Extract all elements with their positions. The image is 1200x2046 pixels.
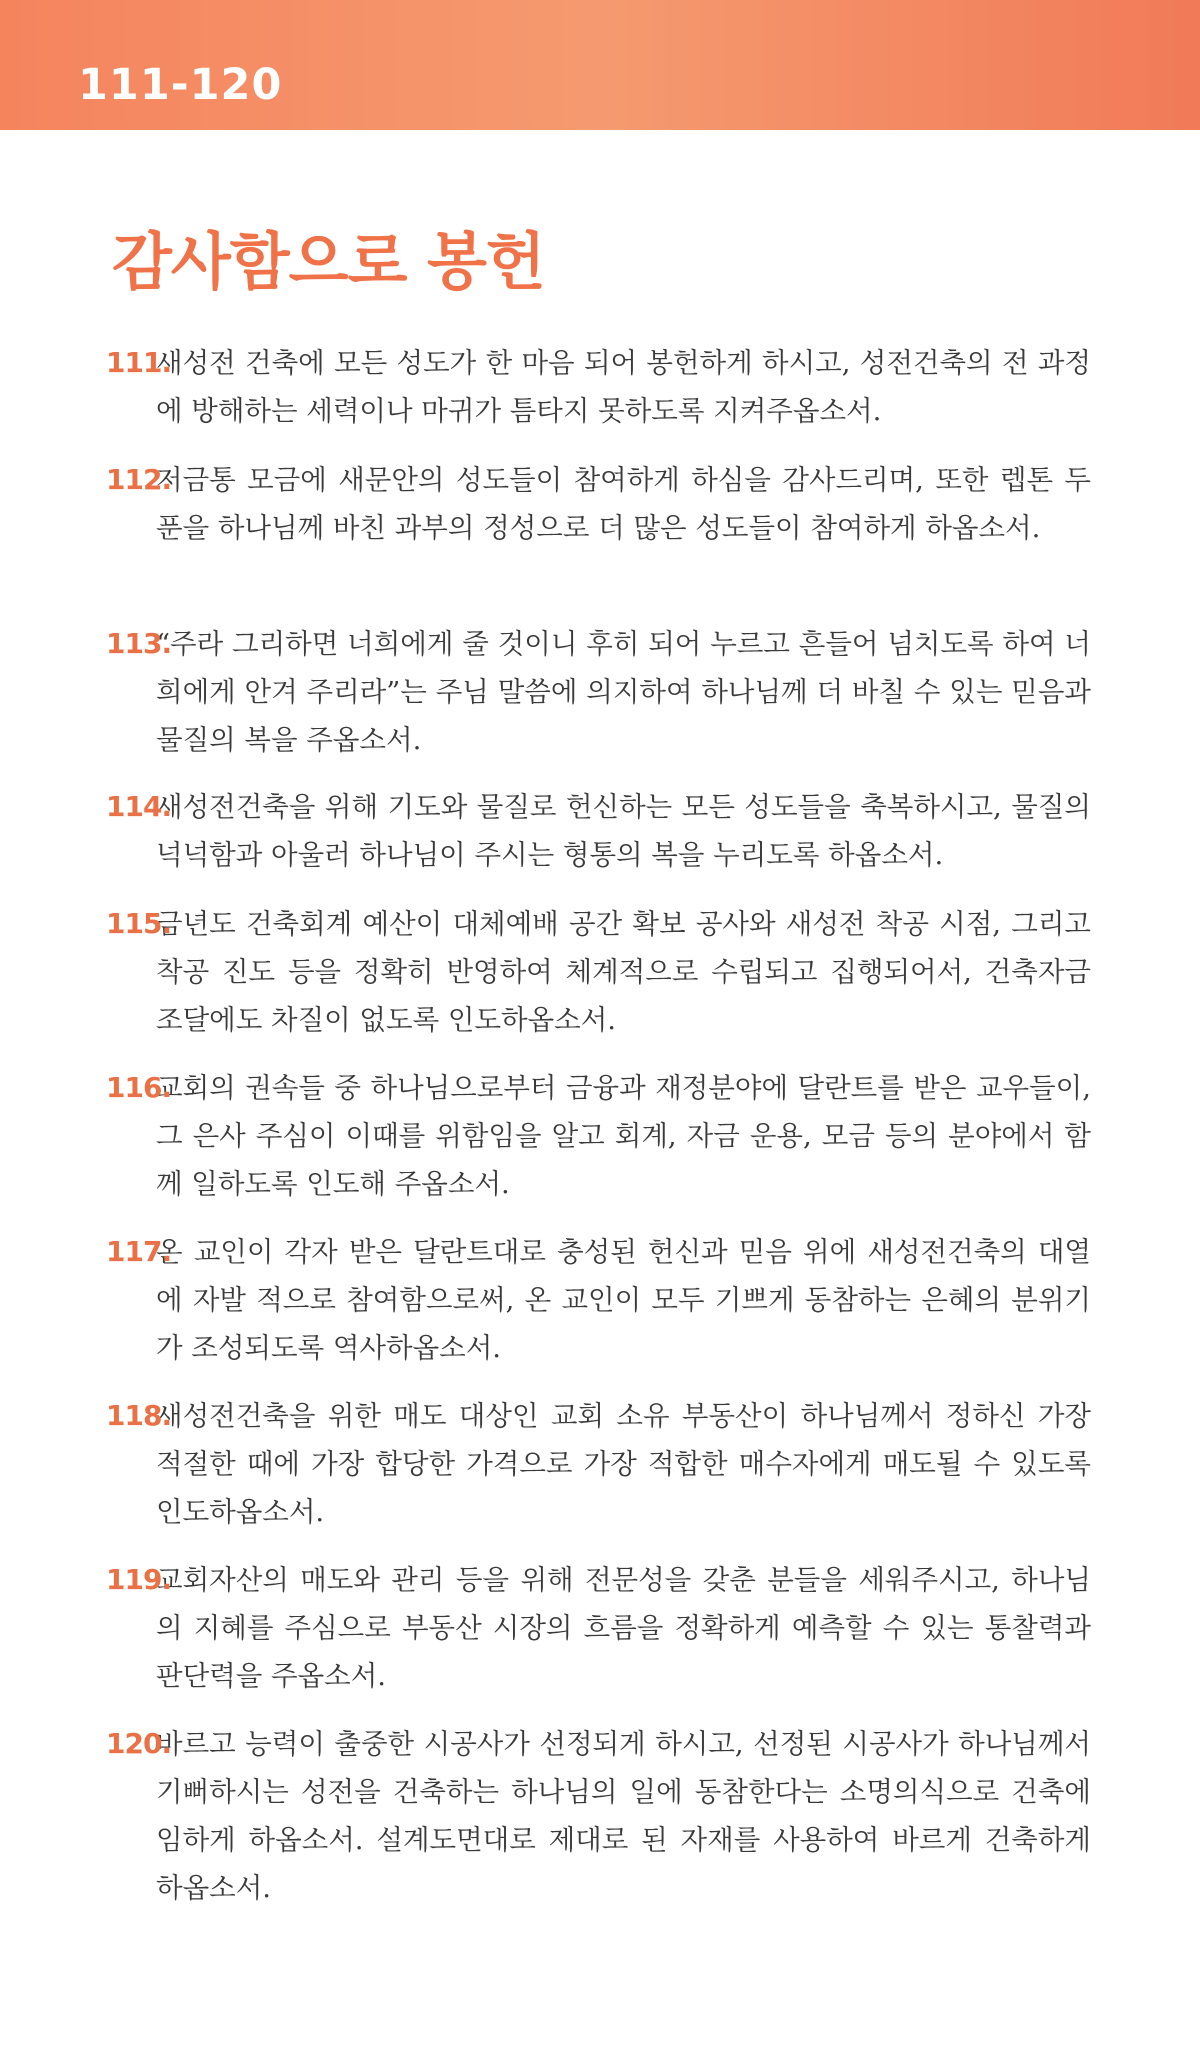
prayer-number: 111. xyxy=(106,346,172,379)
prayer-number: 118. xyxy=(106,1399,172,1432)
section-title: 감사함으로 봉헌 xyxy=(112,225,545,298)
prayer-text: 교회의 권속들 중 하나님으로부터 금융과 재정분야에 달란트를 받은 교우들이, 그 은사 주심이 이때를 위함임을 알고 회계, 자금 운용, 모금 등의 분야에서 함께 일하도록 인도해 주옵소서. xyxy=(156,1072,1091,1200)
prayer-number: 112. xyxy=(106,463,172,496)
prayer-range-label: 111-120 xyxy=(78,60,283,110)
prayer-text: 새성전건축을 위한 매도 대상인 교회 소유 부동산이 하나님께서 정하신 가장 적절한 때에 가장 합당한 가격으로 가장 적합한 매수자에게 매도될 수 있도록 인도하옵소서. xyxy=(156,1400,1091,1528)
prayer-text: 온 교인이 각자 받은 달란트대로 충성된 헌신과 믿음 위에 새성전건축의 대열에 자발 적으로 참여함으로써, 온 교인이 모두 기쁘게 동참하는 은혜의 분위기가 조성되도록 역사하옵소서. xyxy=(156,1236,1091,1364)
prayer-text: 저금통 모금에 새문안의 성도들이 참여하게 하심을 감사드리며, 또한 렙톤 두 푼을 하나님께 바친 과부의 정성으로 더 많은 성도들이 참여하게 하옵소서. xyxy=(156,464,1091,544)
prayer-text: 새성전건축을 위해 기도와 물질로 헌신하는 모든 성도들을 축복하시고, 물질의 넉넉함과 아울러 하나님이 주시는 형통의 복을 누리도록 하옵소서. xyxy=(156,791,1091,871)
prayer-number: 119. xyxy=(106,1563,172,1596)
prayer-text: 금년도 건축회계 예산이 대체예배 공간 확보 공사와 새성전 착공 시점, 그리고 착공 진도 등을 정확히 반영하여 체계적으로 수립되고 집행되어서, 건축자금 조달에도 차질이 없도록 인도하옵소서. xyxy=(156,908,1091,1036)
prayer-item-117 xyxy=(106,1228,1091,1372)
prayer-item-119 xyxy=(106,1556,1091,1700)
prayer-text: 바르고 능력이 출중한 시공사가 선정되게 하시고, 선정된 시공사가 하나님께서 기뻐하시는 성전을 건축하는 하나님의 일에 동참한다는 소명의식으로 건축에 임하게 하옵소서. 설계도면대로 제대로 된 자재를 사용하여 바르게 건축하게 하옵소서. xyxy=(156,1728,1091,1904)
prayer-item-113 xyxy=(106,620,1091,764)
prayer-number: 115. xyxy=(106,907,172,940)
prayer-text: 새성전 건축에 모든 성도가 한 마음 되어 봉헌하게 하시고, 성전건축의 전 과정에 방해하는 세력이나 마귀가 틈타지 못하도록 지켜주옵소서. xyxy=(156,347,1091,427)
prayer-item-118 xyxy=(106,1392,1091,1536)
prayer-text: 교회자산의 매도와 관리 등을 위해 전문성을 갖춘 분들을 세워주시고, 하나님의 지혜를 주심으로 부동산 시장의 흐름을 정확하게 예측할 수 있는 통찰력과 판단력을 주옵소서. xyxy=(156,1564,1091,1692)
prayer-item-115 xyxy=(106,900,1091,1044)
prayer-number: 116. xyxy=(106,1071,172,1104)
prayer-item-116 xyxy=(106,1064,1091,1208)
prayer-item-112 xyxy=(106,456,1091,552)
prayer-number: 113. xyxy=(106,627,172,660)
prayer-item-120 xyxy=(106,1720,1091,1912)
prayer-item-111 xyxy=(106,339,1091,435)
prayer-item-114 xyxy=(106,783,1091,879)
prayer-text: “주라 그리하면 너희에게 줄 것이니 후히 되어 누르고 흔들어 넘치도록 하여 너희에게 안겨 주리라”는 주님 말씀에 의지하여 하나님께 더 바칠 수 있는 믿음과 물질의 복을 주옵소서. xyxy=(156,628,1091,756)
prayer-number: 117. xyxy=(106,1235,172,1268)
prayer-number: 120. xyxy=(106,1727,172,1760)
prayer-number: 114. xyxy=(106,790,172,823)
